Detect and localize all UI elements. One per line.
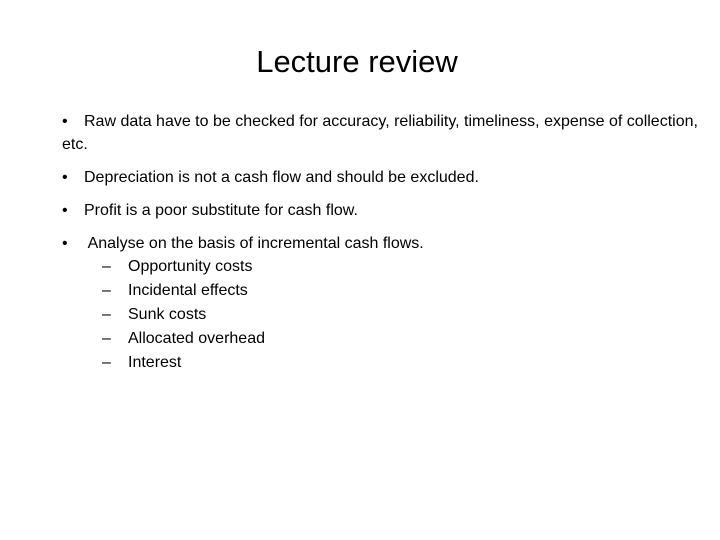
dash-icon: – — [102, 354, 111, 371]
slide-title: Lecture review — [256, 44, 458, 79]
bullet-icon: • — [62, 169, 68, 186]
sub-bullet-text: Opportunity costs — [128, 258, 253, 275]
bullet-item — [62, 166, 712, 189]
sub-bullet-item — [102, 351, 712, 375]
sub-bullet-text: Sunk costs — [128, 306, 207, 323]
bullet-item — [62, 199, 712, 222]
sub-bullet-item — [102, 279, 712, 303]
bullet-text: Profit is a poor substitute for cash flow. — [84, 202, 358, 219]
bullet-item — [62, 232, 712, 375]
sub-bullet-text: Incidental effects — [128, 282, 248, 299]
bullet-text: Depreciation is not a cash flow and should be excluded. — [84, 169, 479, 186]
bullet-item — [62, 110, 712, 156]
sub-bullet-text: Interest — [128, 354, 182, 371]
dash-icon: – — [102, 306, 111, 323]
dash-icon: – — [102, 330, 111, 347]
bullet-icon: • — [62, 113, 68, 130]
bullet-text: Raw data have to be checked for accuracy, reliability, timeliness, expense of collection, etc. — [62, 113, 698, 153]
bullet-icon: • — [62, 235, 68, 252]
bullet-text: Analyse on the basis of incremental cash flows. — [84, 235, 424, 252]
sub-bullet-list — [62, 255, 712, 375]
sub-bullet-text: Allocated overhead — [128, 330, 265, 347]
sub-bullet-item — [102, 255, 712, 279]
dash-icon: – — [102, 258, 111, 275]
sub-bullet-item — [102, 303, 712, 327]
bullet-icon: • — [62, 202, 68, 219]
sub-bullet-item — [102, 327, 712, 351]
dash-icon: – — [102, 282, 111, 299]
bullet-list — [62, 110, 712, 385]
